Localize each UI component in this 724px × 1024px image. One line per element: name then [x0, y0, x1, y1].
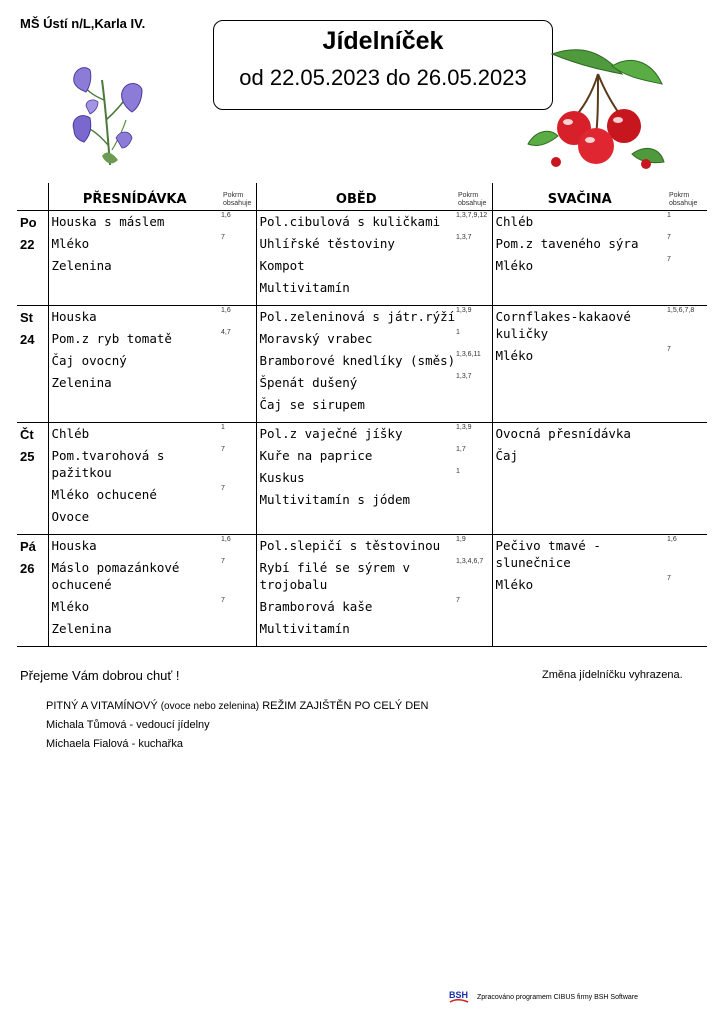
allergen-codes — [456, 394, 492, 416]
allergen-codes: 7 — [667, 234, 671, 241]
allergen-codes: 7 — [456, 597, 460, 604]
meal-cell-snack-afternoon — [492, 306, 667, 423]
allergen-codes: 7 — [221, 485, 225, 492]
allergens-cell — [667, 535, 707, 647]
wish-text: Přejeme Vám dobrou chuť ! — [20, 668, 180, 683]
menu-item: Pom.z ryb tomatě — [51, 331, 172, 346]
menu-item: Pom.tvarohová s pažitkou — [51, 448, 165, 480]
meal-cell-lunch — [256, 306, 456, 423]
allergen-codes: 7 — [221, 234, 225, 241]
allergens-cell — [456, 423, 492, 535]
menu-item: Houska s máslem — [51, 214, 165, 229]
software-credit — [449, 988, 638, 1006]
meal-cell-snack-afternoon — [492, 535, 667, 647]
menu-item: Houska — [51, 538, 97, 553]
menu-item: Rybí filé se sýrem v trojobalu — [259, 560, 411, 592]
menu-item: Pol.cibulová s kuličkami — [259, 214, 441, 229]
bellflower-illustration — [62, 60, 162, 170]
day-name: St — [20, 310, 33, 325]
allergen-codes: 1,3,4,6,7 — [456, 558, 484, 565]
allergen-codes: 1,3,7 — [456, 373, 472, 380]
allergens-cell — [221, 423, 256, 535]
allergens-cell — [456, 535, 492, 647]
allergens-cell — [221, 306, 256, 423]
meal-cell-snack-afternoon — [492, 211, 667, 306]
menu-item: Multivitamín — [259, 280, 350, 295]
allergen-codes: 1,5,6,7,8 — [667, 307, 695, 314]
day-date: 24 — [20, 332, 35, 347]
allergen-codes: 7 — [667, 256, 671, 263]
title-box — [213, 20, 553, 110]
allergen-codes: 1,3,9 — [456, 307, 472, 314]
allergens-cell — [221, 535, 256, 647]
menu-item: Zelenina — [51, 621, 112, 636]
allergen-codes: 1,7 — [456, 446, 466, 453]
day-row — [17, 211, 707, 306]
menu-item: Houska — [51, 309, 97, 324]
allergen-codes: 1 — [667, 212, 671, 219]
canteen-manager: Michala Tůmová - vedoucí jídelny — [46, 719, 210, 731]
day-date: 22 — [20, 237, 35, 252]
day-row — [17, 535, 707, 647]
allergen-codes — [456, 618, 492, 640]
menu-item: Moravský vrabec — [259, 331, 373, 346]
allergen-codes: 1 — [456, 468, 460, 475]
day-label — [17, 211, 48, 306]
allergens-cell — [667, 306, 707, 423]
day-row — [17, 423, 707, 535]
svg-text:BSH: BSH — [449, 990, 469, 1000]
menu-item: Mléko — [495, 577, 534, 592]
allergen-codes — [667, 445, 707, 467]
allergen-codes — [456, 489, 492, 511]
allergen-codes: 7 — [221, 597, 225, 604]
day-row — [17, 306, 707, 423]
allergen-codes: 1,6 — [221, 212, 231, 219]
credit-text: Zpracováno programem CIBUS firmy BSH Software — [477, 993, 639, 1001]
allergen-codes: 1,9 — [456, 536, 466, 543]
cook-name: Michaela Fialová - kuchařka — [46, 738, 183, 750]
meal-cell-lunch — [256, 211, 456, 306]
menu-item: Mléko — [51, 236, 90, 251]
allergen-codes: 7 — [221, 558, 225, 565]
allergen-codes — [456, 255, 492, 277]
menu-item: Pol.zeleninová s játr.rýží — [259, 309, 456, 324]
menu-item: Mléko — [495, 348, 534, 363]
allergens-cell — [667, 423, 707, 535]
allergen-codes: 7 — [667, 346, 671, 353]
allergens-cell — [667, 211, 707, 306]
page-title: Jídelníček — [322, 27, 444, 55]
menu-item: Zelenina — [51, 375, 112, 390]
allergen-codes: 1 — [456, 329, 460, 336]
allergen-codes: 1,3,9 — [456, 424, 472, 431]
allergen-codes — [221, 372, 256, 394]
day-date: 25 — [20, 449, 35, 464]
allergens-cell — [456, 211, 492, 306]
menu-item: Uhlířské těstoviny — [259, 236, 395, 251]
allergens-header: Pokrm obsahuje — [667, 183, 707, 211]
menu-item: Ovocná přesnídávka — [495, 426, 631, 441]
allergen-codes: 1 — [221, 424, 225, 431]
day-label — [17, 535, 48, 647]
school-name: MŠ Ústí n/L,Karla IV. — [20, 16, 146, 31]
allergen-codes: 1,6 — [221, 307, 231, 314]
meal-cell-snack-afternoon — [492, 423, 667, 535]
day-label — [17, 423, 48, 535]
menu-item: Pol.z vaječné jíšky — [259, 426, 403, 441]
menu-item: Cornflakes-kakaové kuličky — [495, 309, 631, 341]
allergen-codes: 7 — [221, 446, 225, 453]
day-label — [17, 306, 48, 423]
meal-cell-snack-morning — [48, 535, 221, 647]
corner-header — [17, 183, 48, 211]
allergen-codes — [221, 618, 256, 640]
menu-item: Pečivo tmavé - slunečnice — [495, 538, 601, 570]
menu-item: Kuskus — [259, 470, 305, 485]
allergen-codes: 1,6 — [221, 536, 231, 543]
menu-item: Pol.slepičí s těstovinou — [259, 538, 441, 553]
allergen-codes — [221, 506, 256, 528]
menu-item: Bramborová kaše — [259, 599, 373, 614]
drinking-regime-part1: PITNÝ A VITAMÍNOVÝ — [46, 700, 158, 712]
bsh-logo-icon — [449, 988, 469, 1006]
day-name: Pá — [20, 539, 36, 554]
menu-item: Kuře na paprice — [259, 448, 373, 463]
menu-item: Bramborové knedlíky (směs) — [259, 353, 456, 368]
column-header-lunch: OBĚD — [256, 183, 456, 211]
menu-item: Čaj ovocný — [51, 353, 127, 368]
change-note: Změna jídelníčku vyhrazena. — [542, 669, 683, 681]
meal-cell-snack-morning — [48, 423, 221, 535]
menu-item: Mléko — [51, 599, 90, 614]
period: od 22.05.2023 do 26.05.2023 — [239, 65, 527, 90]
menu-item: Multivitamín — [259, 621, 350, 636]
allergen-codes: 7 — [667, 575, 671, 582]
drinking-regime-note — [46, 697, 428, 716]
menu-item: Máslo pomazánkové ochucené — [51, 560, 180, 592]
meal-cell-lunch — [256, 423, 456, 535]
day-name: Čt — [20, 427, 34, 442]
day-date: 26 — [20, 561, 35, 576]
meal-cell-snack-morning — [48, 211, 221, 306]
allergens-cell — [456, 306, 492, 423]
menu-item: Chléb — [51, 426, 90, 441]
cherries-illustration — [522, 44, 670, 184]
allergen-codes: 1,3,7 — [456, 234, 472, 241]
menu-item: Zelenina — [51, 258, 112, 273]
allergen-codes: 1,3,6,11 — [456, 351, 481, 358]
menu-item: Pom.z taveného sýra — [495, 236, 639, 251]
allergen-codes: 1,3,7,9,12 — [456, 212, 488, 219]
allergens-cell — [221, 211, 256, 306]
menu-item: Čaj se sirupem — [259, 397, 365, 412]
notes — [46, 697, 428, 754]
drinking-regime-part2: (ovoce nebo zelenina) — [160, 701, 260, 712]
allergen-codes: 1,6 — [667, 536, 677, 543]
allergen-codes — [221, 255, 256, 277]
column-header-snack-morning: PŘESNÍDÁVKA — [48, 183, 221, 211]
drinking-regime-part3: REŽIM ZAJIŠTĚN PO CELÝ DEN — [262, 700, 429, 712]
allergen-codes — [221, 350, 256, 372]
meal-cell-lunch — [256, 535, 456, 647]
menu-item: Chléb — [495, 214, 534, 229]
menu-item: Čaj — [495, 448, 519, 463]
day-name: Po — [20, 215, 37, 230]
menu-item: Kompot — [259, 258, 305, 273]
allergen-codes: 4,7 — [221, 329, 231, 336]
menu-item: Ovoce — [51, 509, 90, 524]
allergens-header: Pokrm obsahuje — [456, 183, 492, 211]
meal-cell-snack-morning — [48, 306, 221, 423]
menu-item: Špenát dušený — [259, 375, 358, 390]
menu-item: Multivitamín s jódem — [259, 492, 411, 507]
menu-item: Mléko ochucené — [51, 487, 157, 502]
menu-table — [17, 183, 707, 647]
menu-item: Mléko — [495, 258, 534, 273]
column-header-snack-afternoon: SVAČINA — [492, 183, 667, 211]
allergen-codes — [667, 423, 707, 445]
allergens-header: Pokrm obsahuje — [221, 183, 256, 211]
allergen-codes — [456, 277, 492, 299]
